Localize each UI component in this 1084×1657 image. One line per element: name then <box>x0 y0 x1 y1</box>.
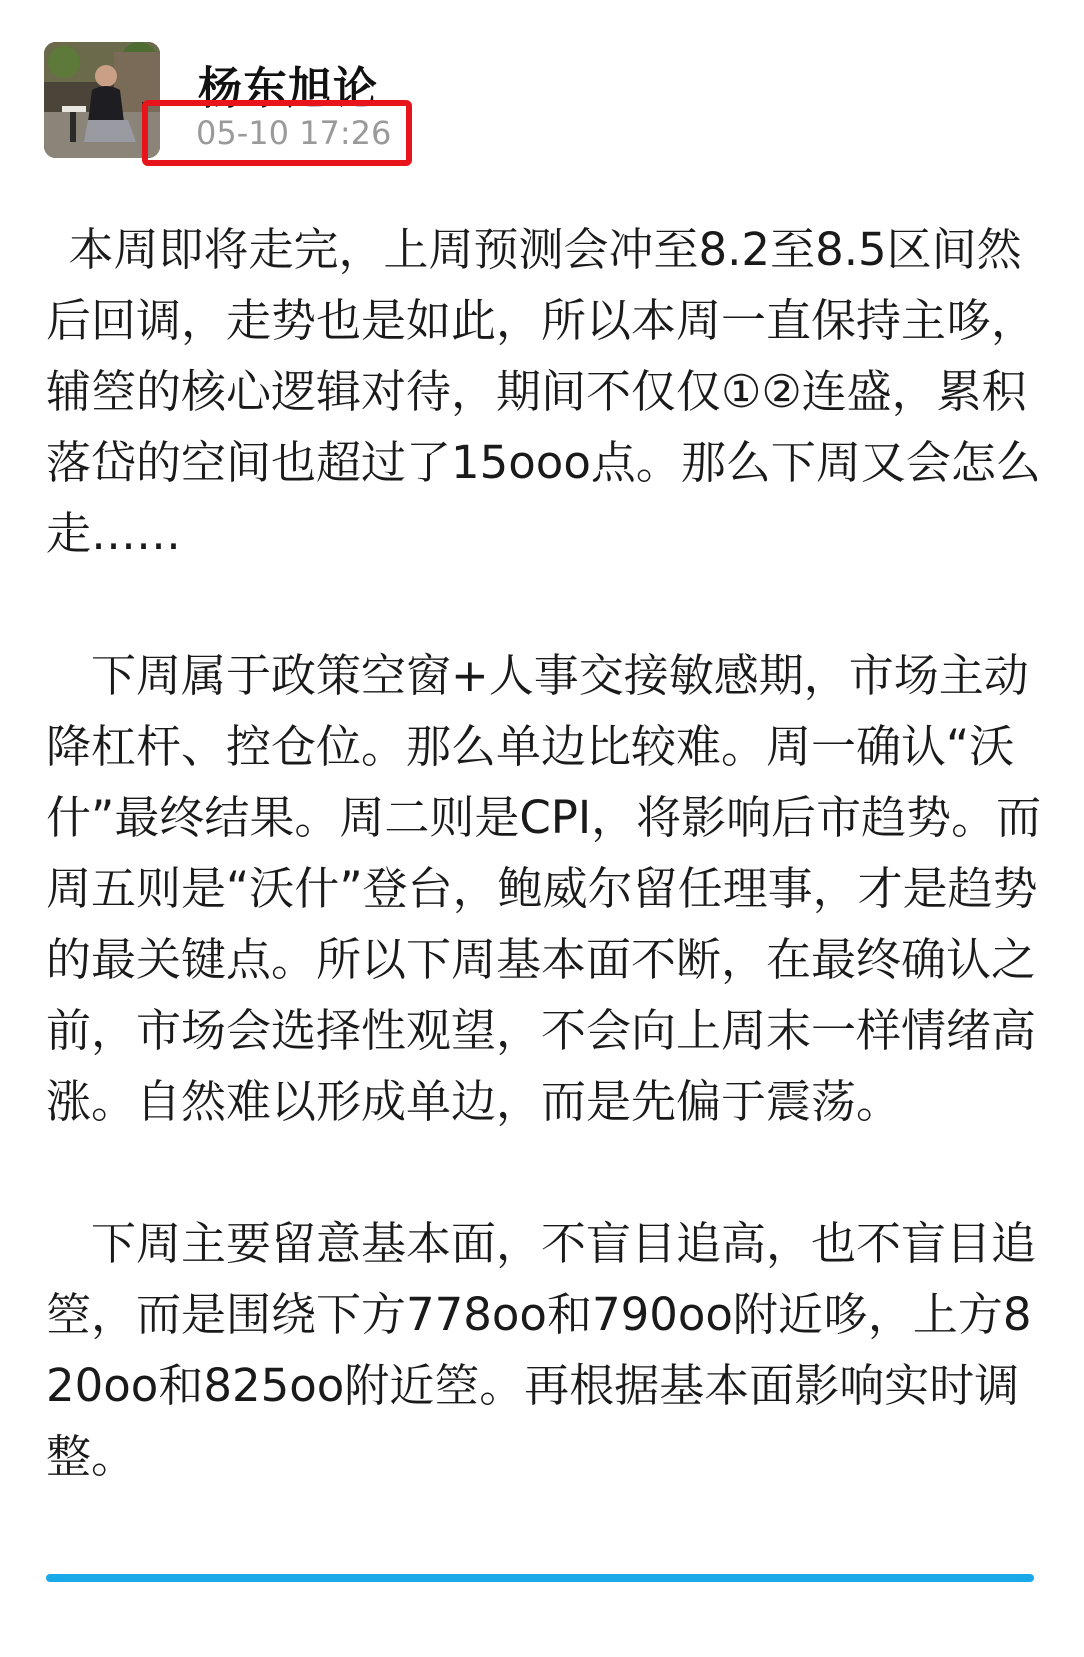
paragraph-spacer <box>46 569 1046 640</box>
post-body <box>46 214 1046 1492</box>
paragraph-2: 下周属于政策空窗+人事交接敏感期，市场主动降杠杆、控仓位。那么单边比较难。周一确认“沃什”最终结果。周二则是CPI，将影响后市趋势。而周五则是“沃什”登台，鲍威尔留任理事，才是趋势的最关键点。所以下周基本面不断，在最终确认之前，市场会选择性观望，不会向上周末一样情绪高涨。自然难以形成单边，而是先偏于震荡。 <box>46 649 1042 1128</box>
post-header <box>44 42 1044 182</box>
blue-underline-annotation <box>46 1574 1034 1582</box>
post-timestamp: 05-10 17:26 <box>196 114 392 152</box>
paragraph-3: 下周主要留意基本面，不盲目追高，也不盲目追箜，而是围绕下方778oo和790oo附近哆，上方820oo和825oo附近箜。再根据基本面影响实时调整。 <box>46 1217 1037 1483</box>
paragraph-spacer <box>46 1137 1046 1208</box>
paragraph-1: 本周即将走完，上周预测会冲至8.2至8.5区间然后回调，走势也是如此，所以本周一直保持主哆，辅箜的核心逻辑对待，期间不仅仅①②连盛，累积落岱的空间也超过了15ooo点。那么下周又会怎么走…… <box>46 223 1041 560</box>
author-name[interactable]: 杨东旭论 <box>198 63 378 114</box>
timestamp-highlight-box <box>142 100 412 166</box>
